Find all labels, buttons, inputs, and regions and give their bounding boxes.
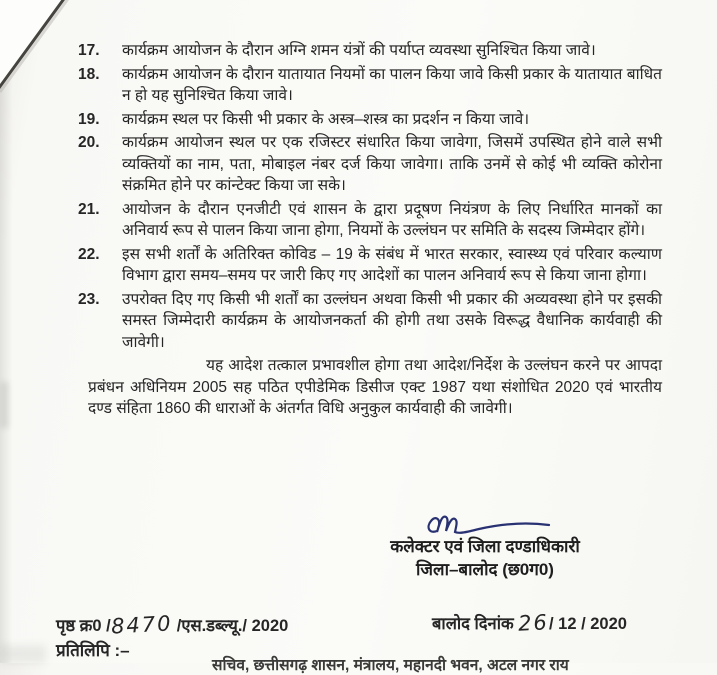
place-date-label: बालोद दिनांक xyxy=(432,615,519,633)
item-number: 20. xyxy=(78,134,100,151)
item-text: कार्यक्रम आयोजन स्थल पर एक रजिस्टर संधारित किया जावेगा, जिसमें उपस्थित होने वाले सभी व्यक्तियों का नाम, पता, मोबाइल नंबर दर्ज किया जावेगा। ताकि उनमें से कोई भी व्यक्ति कोरोना संक्रमित होने पर कांन्टेक्ट किया जा सके। xyxy=(122,134,662,194)
ref-number-handwritten: 8470 xyxy=(110,611,173,639)
order-item-20 xyxy=(78,132,662,197)
order-item-21 xyxy=(78,199,662,242)
signature-block xyxy=(335,505,635,581)
item-text: कार्यक्रम स्थल पर किसी भी प्रकार के अस्त्र–शस्त्र का प्रदर्शन न किया जावे। xyxy=(122,110,530,128)
item-text: कार्यक्रम आयोजन के दौरान अग्नि शमन यंत्रों की पर्याप्त व्यवस्था सुनिश्चित किया जावे। xyxy=(122,42,596,59)
item-text: इस सभी शर्तों के अतिरिक्त कोविड – 19 के संबंध में भारत सरकार, स्वास्थ्य एवं परिवार कल्याण विभाग द्वारा समय–समय पर जारी किए गए आदेशों का पालन अनिवार्य रूप से किया जाना होगा। xyxy=(122,245,662,284)
item-number: 21. xyxy=(78,200,100,218)
place-date xyxy=(432,610,627,634)
item-text: कार्यक्रम आयोजन के दौरान यातायात नियमों का पालन किया जावे किसी प्रकार के यातायात बाधित न हो यह सुनिश्चित किया जावे। xyxy=(122,65,662,104)
order-item-18 xyxy=(78,64,662,107)
order-item-17 xyxy=(78,40,662,62)
item-number: 22. xyxy=(78,245,100,263)
order-items-list xyxy=(78,40,662,420)
item-number: 23. xyxy=(78,290,100,308)
reference-number xyxy=(56,611,289,639)
closing-paragraph: यह आदेश तत्काल प्रभावशील होगा तथा आदेश/निर्देश के उल्लंघन करने पर आपदा प्रबंधन अधिनियम 2005 सह पठित एपीडेमिक डिसीज एक्ट 1987 यथा संशोधित 2020 एवं भारतीय दण्ड संहिता 1860 की धाराओं के अंतर्गत विधि अनुकुल कार्यवाही की जावेगी। xyxy=(88,357,662,417)
signature-ink-icon xyxy=(423,505,553,539)
ref-prefix: पृष्ठ क्र0 / xyxy=(56,617,111,635)
order-item-23 xyxy=(78,289,662,354)
order-item-19 xyxy=(78,109,662,131)
signatory-district: जिला–बालोद (छ0ग0) xyxy=(416,560,554,579)
signatory-title: कलेक्टर एवं जिला दण्डाधिकारी xyxy=(390,537,580,556)
copy-to-label: प्रतिलिपि :– xyxy=(56,641,130,660)
ref-suffix: /एस.डब्ल्यू./ 2020 xyxy=(172,617,289,635)
item-number: 17. xyxy=(78,42,100,59)
scan-smudge xyxy=(0,645,46,663)
date-day-handwritten: 26 xyxy=(517,610,550,636)
cutoff-bottom-line: सचिव, छत्तीसगढ़ शासन, मंत्रालय, महानदी भवन, अटल नगर राय xyxy=(212,657,569,674)
date-rest: / 12 / 2020 xyxy=(548,615,627,633)
item-number: 18. xyxy=(78,65,100,83)
order-item-22 xyxy=(78,244,662,287)
item-text: आयोजन के दौरान एनजीटी एवं शासन के द्वारा प्रदूषण नियंत्रण के लिए निर्धारित मानकों का अनिवार्य रूप से पालन किया जाना होगा, नियमों के उल्लंघन पर समिति के सदस्य जिम्मेदार होंगे। xyxy=(122,200,662,239)
item-text: उपरोक्त दिए गए किसी भी शर्तों का उल्लंघन अथवा किसी भी प्रकार की अव्यवस्था होने पर इसकी समस्त जिम्मेदारी कार्यक्रम के आयोजनकर्ता की होगी तथा उसके विरूद्ध वैधानिक कार्यवाही की जावेगी। xyxy=(122,290,662,351)
scan-smudge xyxy=(0,382,9,428)
item-number: 19. xyxy=(78,110,100,128)
